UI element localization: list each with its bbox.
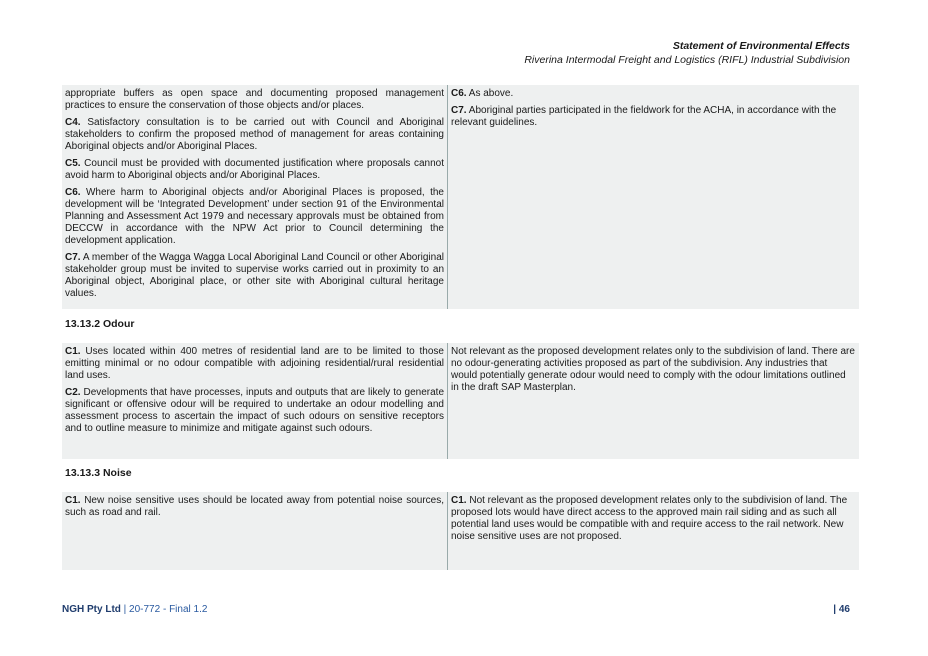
table-paragraph: appropriate buffers as open space and documenting proposed management practices to ensure the conservation of those objects and/or places.	[65, 88, 444, 111]
section-heading-noise: 13.13.3 Noise	[65, 467, 132, 479]
document-header	[524, 39, 850, 67]
document-title: Statement of Environmental Effects	[672, 40, 850, 52]
table-paragraph: C7. Aboriginal parties participated in the fieldwork for the ACHA, in accordance with the relevant guidelines.	[451, 105, 837, 128]
table-cell-response	[448, 85, 859, 309]
table-cell-control	[62, 492, 448, 570]
table-row-heritage	[62, 85, 859, 309]
table-cell-response	[448, 343, 859, 459]
table-paragraph: C5. Council must be provided with documented justification where proposals cannot avoid harm to Aboriginal objects and/or Aboriginal Places.	[65, 158, 444, 181]
table-paragraph: C2. Developments that have processes, inputs and outputs that are likely to generate significant or offensive odour will be required to undertake an odour modelling and assessment process to ascertain the impact of such odours on sensitive receptors and to outline measure to minimize and mitigate against such odours.	[65, 387, 444, 434]
table-paragraph: Not relevant as the proposed development relates only to the subdivision of land. There are no odour-generating activities proposed as part of the subdivision. Any industries that would potentially generate odour would need to comply with the odour limitations outlined in the draft SAP Masterplan.	[451, 346, 855, 393]
table-cell-response	[448, 492, 859, 570]
table-paragraph: C4. Satisfactory consultation is to be carried out with Council and Aboriginal stakeholders to confirm the proposed method of management for areas containing Aboriginal objects and/or Aboriginal Places.	[65, 117, 444, 152]
table-paragraph: C1. New noise sensitive uses should be located away from potential noise sources, such as road and rail.	[65, 495, 444, 518]
table-paragraph: C1. Not relevant as the proposed development relates only to the subdivision of land. The proposed lots would have direct access to the approved main rail siding and as such all potential land uses would be compatible with and require access to the rail network. New noise sensitive uses are not proposed.	[451, 495, 848, 542]
table-row-odour	[62, 343, 859, 459]
document-subtitle: Riverina Intermodal Freight and Logistics (RIFL) Industrial Subdivision	[524, 54, 850, 66]
table-paragraph: C6. As above.	[451, 88, 514, 99]
footer-company: NGH Pty Ltd	[62, 604, 121, 615]
table-cell-control	[62, 85, 448, 309]
footer-doc-ref: | 20-772 - Final 1.2	[120, 604, 208, 615]
table-paragraph: C6. Where harm to Aboriginal objects and/or Aboriginal Places is proposed, the development will be ‘Integrated Development’ under section 91 of the Environmental Planning and Assessment Act 1979 and necessary approvals must be obtained from DECCW in accordance with the NPW Act prior to Council determining the development application.	[65, 187, 444, 246]
footer-document-info	[62, 604, 207, 615]
table-paragraph: C1. Uses located within 400 metres of residential land are to be limited to those emitting minimal or no odour compatible with adjoining residential/rural residential land uses.	[65, 346, 444, 381]
section-heading-odour: 13.13.2 Odour	[65, 318, 135, 330]
table-cell-control	[62, 343, 448, 459]
table-paragraph: C7. A member of the Wagga Wagga Local Aboriginal Land Council or other Aboriginal stakeholder group must be invited to supervise works carried out in proximity to an Aboriginal object, Aboriginal place, or other site with Aboriginal cultural heritage values.	[65, 252, 444, 299]
table-row-noise	[62, 492, 859, 570]
page-number: | 46	[833, 604, 850, 615]
